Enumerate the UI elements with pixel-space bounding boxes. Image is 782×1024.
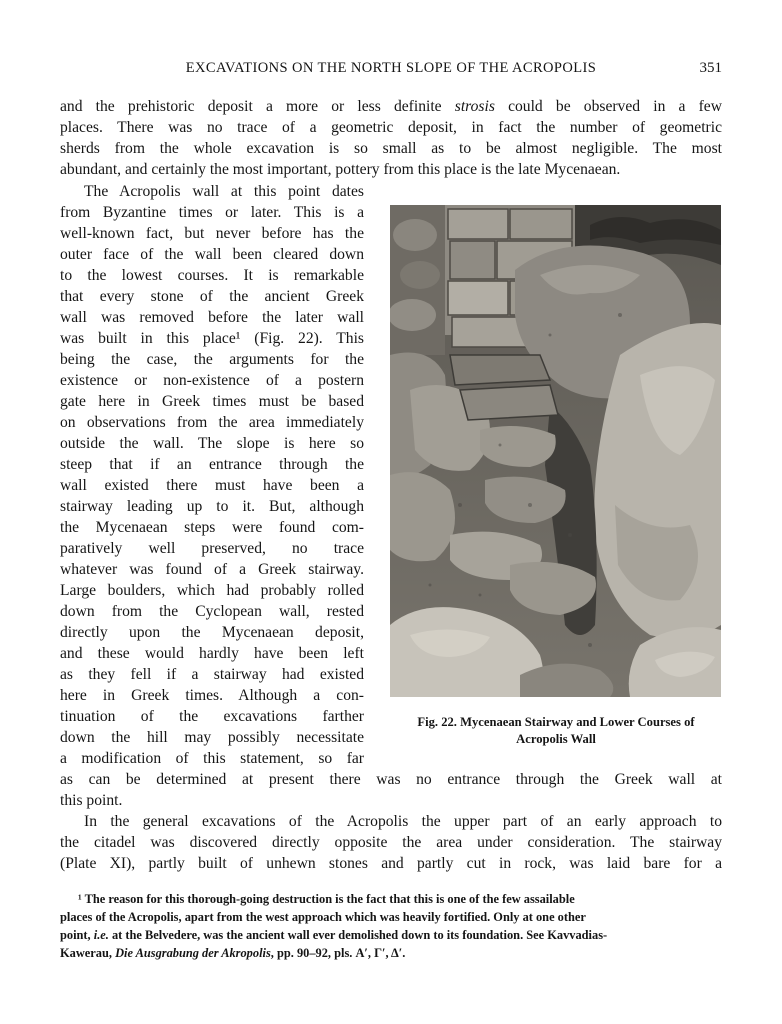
text-line: outer face of the wall been cleared down	[60, 246, 364, 263]
text-line: wall existed there must have been a	[60, 477, 364, 494]
text-line: well-known fact, but never before has the	[60, 225, 364, 242]
footnote-line: ¹ The reason for this thorough-going destruction is the fact that this is one of the few assailable	[78, 892, 575, 906]
running-title: EXCAVATIONS ON THE NORTH SLOPE OF THE ACROPOLIS	[185, 60, 597, 76]
caption-line: Fig. 22. Mycenaean Stairway and Lower Courses of	[417, 715, 695, 729]
page-number: 351	[699, 60, 722, 76]
text-line: that every stone of the ancient Greek	[60, 288, 364, 305]
text-line: (Plate XI), partly built of unhewn stones and partly cut in rock, was laid bare for a	[60, 855, 722, 872]
footnote-line: Kawerau, Die Ausgrabung der Akropolis, pp. 90–92, pls. Α′, Γ′, Δ′.	[60, 946, 406, 960]
text-line: tinuation of the excavations farther	[60, 708, 364, 725]
text-line: down the hill may possibly necessitate	[60, 729, 364, 746]
text-line: this point.	[60, 792, 123, 809]
text-line: places. There was no trace of a geometric deposit, in fact the number of geometric	[60, 119, 722, 136]
stairway-photo	[390, 205, 721, 697]
footnote-line: point, i.e. at the Belvedere, was the ancient wall ever demolished down to its foundation. See Kavvadias-	[60, 928, 608, 942]
text-line: was built in this place¹ (Fig. 22). This	[60, 330, 364, 347]
text-line: outside the wall. The slope is here so	[60, 435, 364, 452]
text-line: the citadel was discovered directly opposite the area under consideration. The stairway	[60, 834, 722, 851]
text-line: In the general excavations of the Acropolis the upper part of an early approach to	[84, 813, 722, 830]
figure-caption	[388, 714, 724, 748]
text-line: steep that if an entrance through the	[60, 456, 364, 473]
text-line: wall was removed before the later wall	[60, 309, 364, 326]
text-line: whatever was found of a Greek stairway.	[60, 561, 364, 578]
text-line: the Mycenaean steps were found com-	[60, 519, 364, 536]
text-line: stairway leading up to it. But, although	[60, 498, 364, 515]
text-line: here in Greek times. Although a con-	[60, 687, 364, 704]
text-line: existence or non-existence of a postern	[60, 372, 364, 389]
text-line: and these would hardly have been left	[60, 645, 364, 662]
text-line: a modification of this statement, so far	[60, 750, 364, 767]
text-line: The Acropolis wall at this point dates	[84, 183, 364, 200]
page-header	[60, 60, 722, 82]
text-line: Large boulders, which had probably rolled	[60, 582, 364, 599]
text-line: as can be determined at present there was no entrance through the Greek wall at	[60, 771, 722, 788]
text-line: sherds from the whole excavation is so small as to be almost negligible. The most	[60, 140, 722, 157]
caption-line: Acropolis Wall	[516, 732, 596, 746]
text-line: to the lowest courses. It is remarkable	[60, 267, 364, 284]
text-line: on observations from the area immediately	[60, 414, 364, 431]
text-line: being the case, the arguments for the	[60, 351, 364, 368]
figure-photograph	[390, 205, 721, 697]
text-line: gate here in Greek times must be based	[60, 393, 364, 410]
text-line: as they fell if a stairway had existed	[60, 666, 364, 683]
footnote-line: places of the Acropolis, apart from the west approach which was heavily fortified. Only at one other	[60, 910, 586, 924]
text-line: paratively well preserved, no trace	[60, 540, 364, 557]
text-line: abundant, and certainly the most important, pottery from this place is the late Mycenaean.	[60, 161, 621, 178]
text-line: and the prehistoric deposit a more or less definite strosis could be observed in a few	[60, 98, 722, 115]
text-line: directly upon the Mycenaean deposit,	[60, 624, 364, 641]
text-line: down from the Cyclopean wall, rested	[60, 603, 364, 620]
text-line: from Byzantine times or later. This is a	[60, 204, 364, 221]
